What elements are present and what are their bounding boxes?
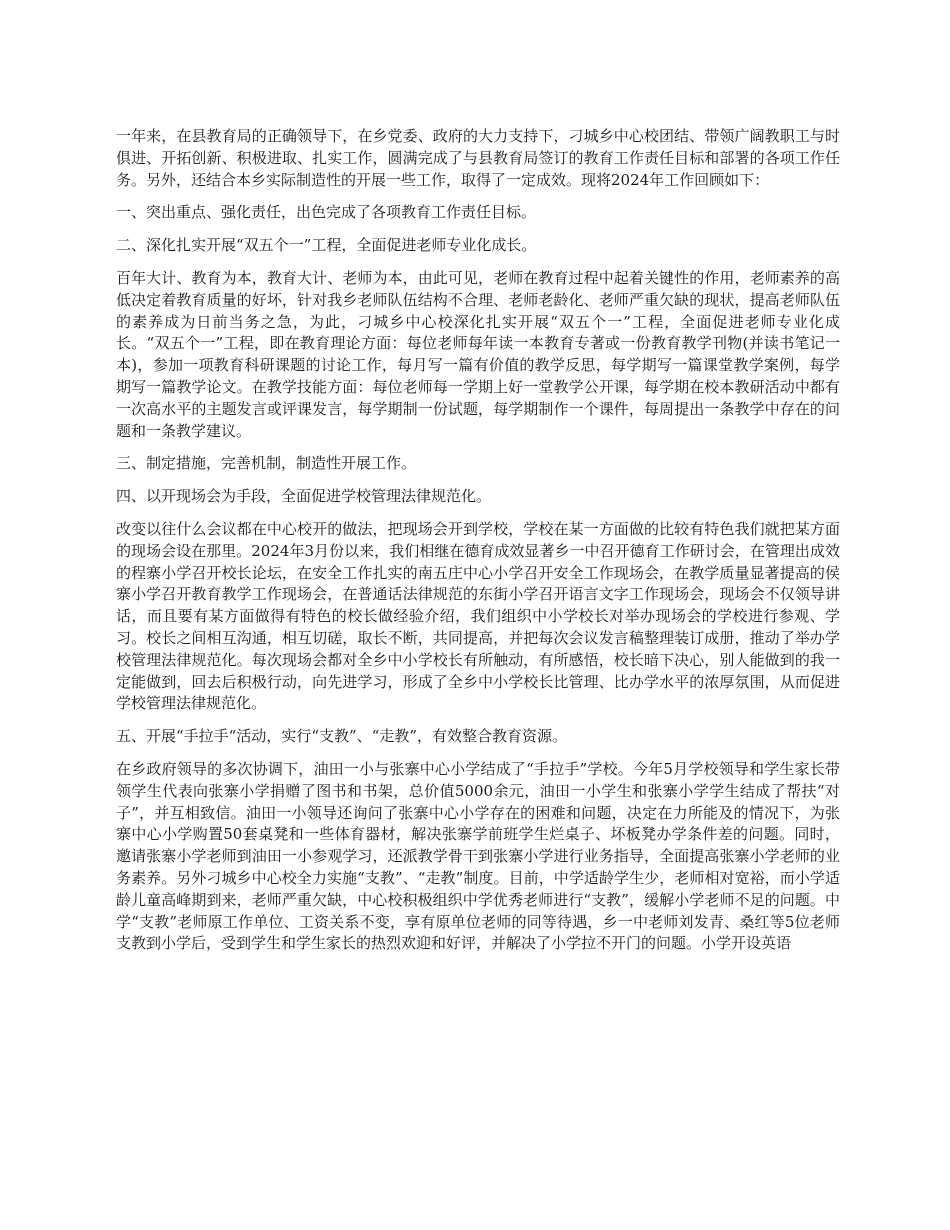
teacher-development-paragraph: 百年大计、教育为本，教育大计、老师为本，由此可见，老师在教育过程中起着关键性的作用，老师素养的高低决定着教育质量的好坏，针对我乡老师队伍结构不合理、老师老龄化、老师严重欠缺的现状，提高老师队伍的素养成为日前当务之急，为此，刁城乡中心校深化扎实开展“双五个一”工程，全面促进老师专业化成长。“双五个一”工程，即在教育理论方面：每位老师每年读一本教育专著或一份教育教学刊物(并读书笔记一本)，参加一项教育科研课题的讨论工作，每月写一篇有价值的教学反思，每学期写一篇课堂教学案例，每学期写一篇教学论文。在教学技能方面：每位老师每一学期上好一堂教学公开课，每学期在校本教研活动中都有一次高水平的主题发言或评课发言，每学期制一份试题，每学期制作一个课件，每周提出一条教学中存在的问题和一条教学建议。 xyxy=(116,268,840,440)
resource-sharing-paragraph: 在乡政府领导的多次协调下，油田一小与张寨中心小学结成了“手拉手”学校。今年5月学校领导和学生家长带领学生代表向张寨小学捐赠了图书和书架，总价值5000余元，油田一小学生和张寨小学学生结成了帮扶“对子”，并互相致信。油田一小领导还询问了张寨中心小学存在的困难和问题，决定在力所能及的情况下，为张寨中心小学购置50套桌凳和一些体育器材，解决张寨学前班学生烂桌子、坏板凳办学条件差的问题。同时，邀请张寨小学老师到油田一小参观学习，还派教学骨干到张寨小学进行业务指导，全面提高张寨小学老师的业务素养。另外刁城乡中心校全力实施“支教”、“走教”制度。目前，中学适龄学生少，老师相对宽裕，而小学适龄儿童高峰期到来，老师严重欠缺，中心校积极组织中学优秀老师进行“支教”，缓解小学老师不足的问题。中学“支教”老师原工作单位、工资关系不变，享有原单位老师的同等待遇，乡一中老师刘发青、桑红等5位老师支教到小学后，受到学生和学生家长的热烈欢迎和好评，并解决了小学拉不开门的问题。小学开设英语 xyxy=(116,759,840,953)
section-heading-1: 一、突出重点、强化责任，出色完成了各项教育工作责任目标。 xyxy=(116,203,537,222)
section-heading-2: 二、深化扎实开展“双五个一”工程，全面促进老师专业化成长。 xyxy=(116,236,537,255)
document-page xyxy=(116,126,840,966)
intro-paragraph: 一年来，在县教育局的正确领导下，在乡党委、政府的大力支持下，刁城乡中心校团结、带领广阔教职工与时俱进、开拓创新、积极进取、扎实工作，圆满完成了与县教育局签订的教育工作责任目标和部署的各项工作任务。另外，还结合本乡实际制造性的开展一些工作，取得了一定成效。现将2024年工作回顾如下： xyxy=(116,127,840,189)
section-heading-3: 三、制定措施，完善机制，制造性开展工作。 xyxy=(116,454,417,473)
section-heading-5: 五、开展“手拉手“活动，实行“支教”、“走教”，有效整合教育资源。 xyxy=(116,727,568,746)
section-heading-4: 四、以开现场会为手段，全面促进学校管理法律规范化。 xyxy=(116,487,492,506)
onsite-meeting-paragraph: 改变以往什么会议都在中心校开的做法，把现场会开到学校，学校在某一方面做的比较有特色我们就把某方面的现场会设在那里。2024年3月份以来，我们相继在德育成效显著乡一中召开德育工作研讨会，在管理出成效的程寨小学召开校长论坛，在安全工作扎实的南五庄中心小学召开安全工作现场会，在教学质量显著提高的侯寨小学召开教育教学工作现场会，在普通话法律规范的东街小学召开语言文字工作现场会，现场会不仅领导讲话，而且要有某方面做得有特色的校长做经验介绍，我们组织中小学校长对举办现场会的学校进行参观、学习。校长之间相互沟通，相互切磋，取长不断，共同提高，并把每次会议发言稿整理装订成册，推动了举办学校管理法律规范化。每次现场会都对全乡中小学校长有所触动，有所感悟，校长暗下决心，别人能做到的我一定能做到，回去后积极行动，向先进学习，形成了全乡中小学校长比管理、比办学水平的浓厚氛围，从而促进学校管理法律规范化。 xyxy=(116,519,840,713)
